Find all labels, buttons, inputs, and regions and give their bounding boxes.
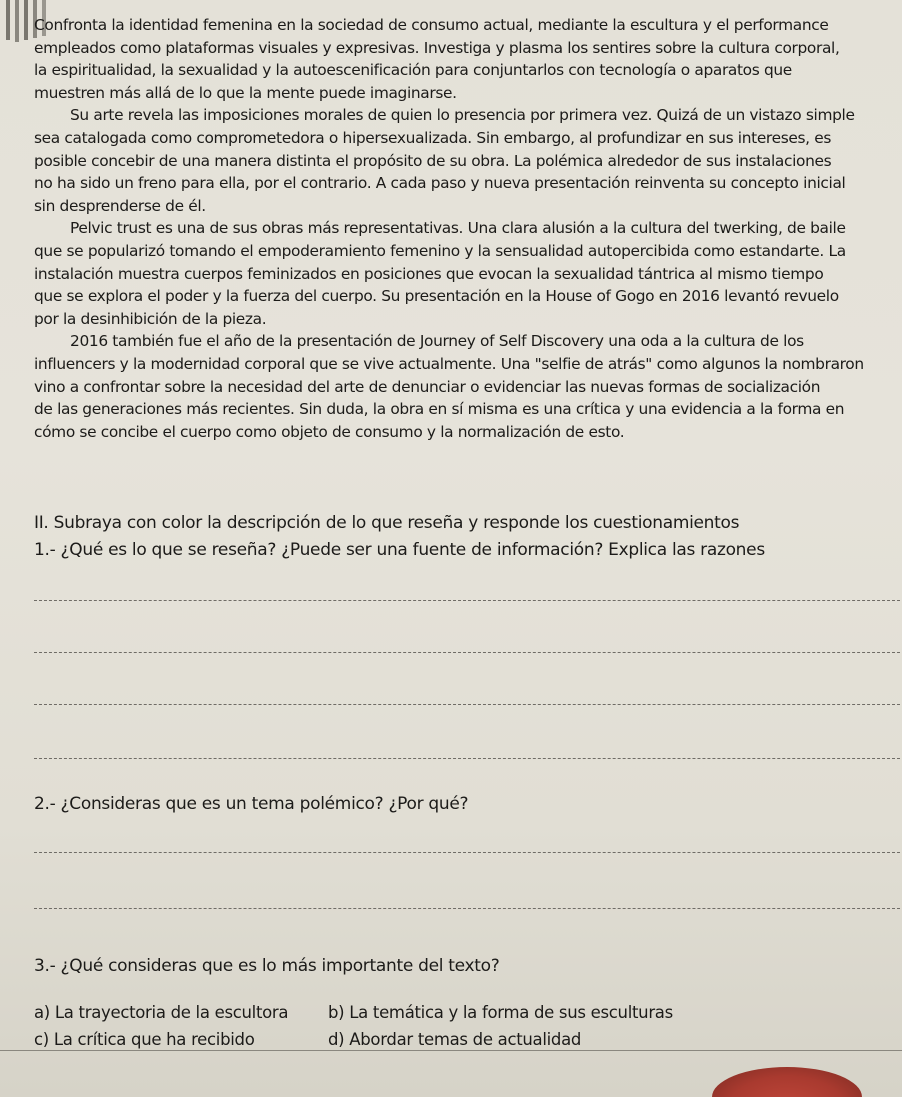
text-line: posible concebir de una manera distinta el propósito de su obra. La polémica alrededor de sus instalaciones	[34, 151, 832, 170]
text-line: Pelvic trust es una de sus obras más representativas. Una clara alusión a la cultura del twerking, de baile	[70, 219, 846, 238]
question-3: 3.- ¿Qué consideras que es lo más importante del texto?	[34, 956, 500, 976]
text-line: Su arte revela las imposiciones morales de quien lo presencia por primera vez. Quizá de un vistazo simple	[70, 106, 855, 125]
text-line: por la desinhibición de la pieza.	[34, 309, 267, 328]
text-line: que se popularizó tomando el empoderamiento femenino y la sensualidad autopercibida como estandarte. La	[34, 241, 846, 260]
option-c[interactable]: c) La crítica que ha recibido	[34, 1030, 255, 1049]
reading-text	[34, 14, 900, 443]
text-line: empleados como plataformas visuales y expresivas. Investiga y plasma los sentires sobre la cultura corporal,	[34, 38, 840, 57]
option-d[interactable]: d) Abordar temas de actualidad	[328, 1030, 582, 1049]
text-line: no ha sido un freno para ella, por el contrario. A cada paso y nueva presentación reinventa su concepto inicial	[34, 174, 846, 193]
option-a[interactable]: a) La trayectoria de la escultora	[34, 1003, 289, 1022]
answer-line[interactable]	[34, 600, 900, 601]
answer-line[interactable]	[34, 652, 900, 653]
paragraph-4	[34, 330, 900, 443]
text-line: Confronta la identidad femenina en la sociedad de consumo actual, mediante la escultura y el performance	[34, 16, 829, 34]
text-line: vino a confrontar sobre la necesidad del arte de denunciar o evidenciar las nuevas formas de socialización	[34, 377, 821, 396]
page-bottom-divider	[0, 1050, 902, 1051]
answer-line[interactable]	[34, 704, 900, 705]
text-line: muestren más allá de lo que la mente puede imaginarse.	[34, 83, 457, 102]
question-2: 2.- ¿Consideras que es un tema polémico? ¿Por qué?	[34, 794, 469, 814]
text-line: 2016 también fue el año de la presentación de Journey of Self Discovery una oda a la cultura de los	[70, 332, 804, 351]
text-line: que se explora el poder y la fuerza del cuerpo. Su presentación en la House of Gogo en 2016 levantó revuelo	[34, 287, 839, 306]
red-object-edge	[712, 1067, 862, 1097]
instructions-heading: II. Subraya con color la descripción de lo que reseña y responde los cuestionamientos	[34, 513, 740, 533]
text-line: influencers y la modernidad corporal que se vive actualmente. Una "selfie de atrás" como algunos la nombraron	[34, 354, 864, 373]
option-b[interactable]: b) La temática y la forma de sus esculturas	[328, 1003, 673, 1022]
text-line: instalación muestra cuerpos feminizados en posiciones que evocan la sexualidad tántrica al mismo tiempo	[34, 264, 824, 283]
answer-line[interactable]	[34, 852, 900, 853]
text-line: de las generaciones más recientes. Sin duda, la obra en sí misma es una crítica y una evidencia a la forma en	[34, 400, 845, 419]
question-1: 1.- ¿Qué es lo que se reseña? ¿Puede ser una fuente de información? Explica las razones	[34, 540, 765, 560]
text-line: sea catalogada como comprometedora o hipersexualizada. Sin embargo, al profundizar en sus intereses, es	[34, 128, 832, 147]
text-line: sin desprenderse de él.	[34, 196, 206, 215]
paragraph-3	[34, 217, 900, 330]
answer-line[interactable]	[34, 758, 900, 759]
paragraph-1	[34, 14, 900, 104]
text-line: cómo se concibe el cuerpo como objeto de consumo y la normalización de esto.	[34, 422, 625, 441]
answer-line[interactable]	[34, 908, 900, 909]
paragraph-2	[34, 104, 900, 217]
text-line: la espiritualidad, la sexualidad y la autoescenificación para conjuntarlos con tecnología o aparatos que	[34, 61, 792, 80]
